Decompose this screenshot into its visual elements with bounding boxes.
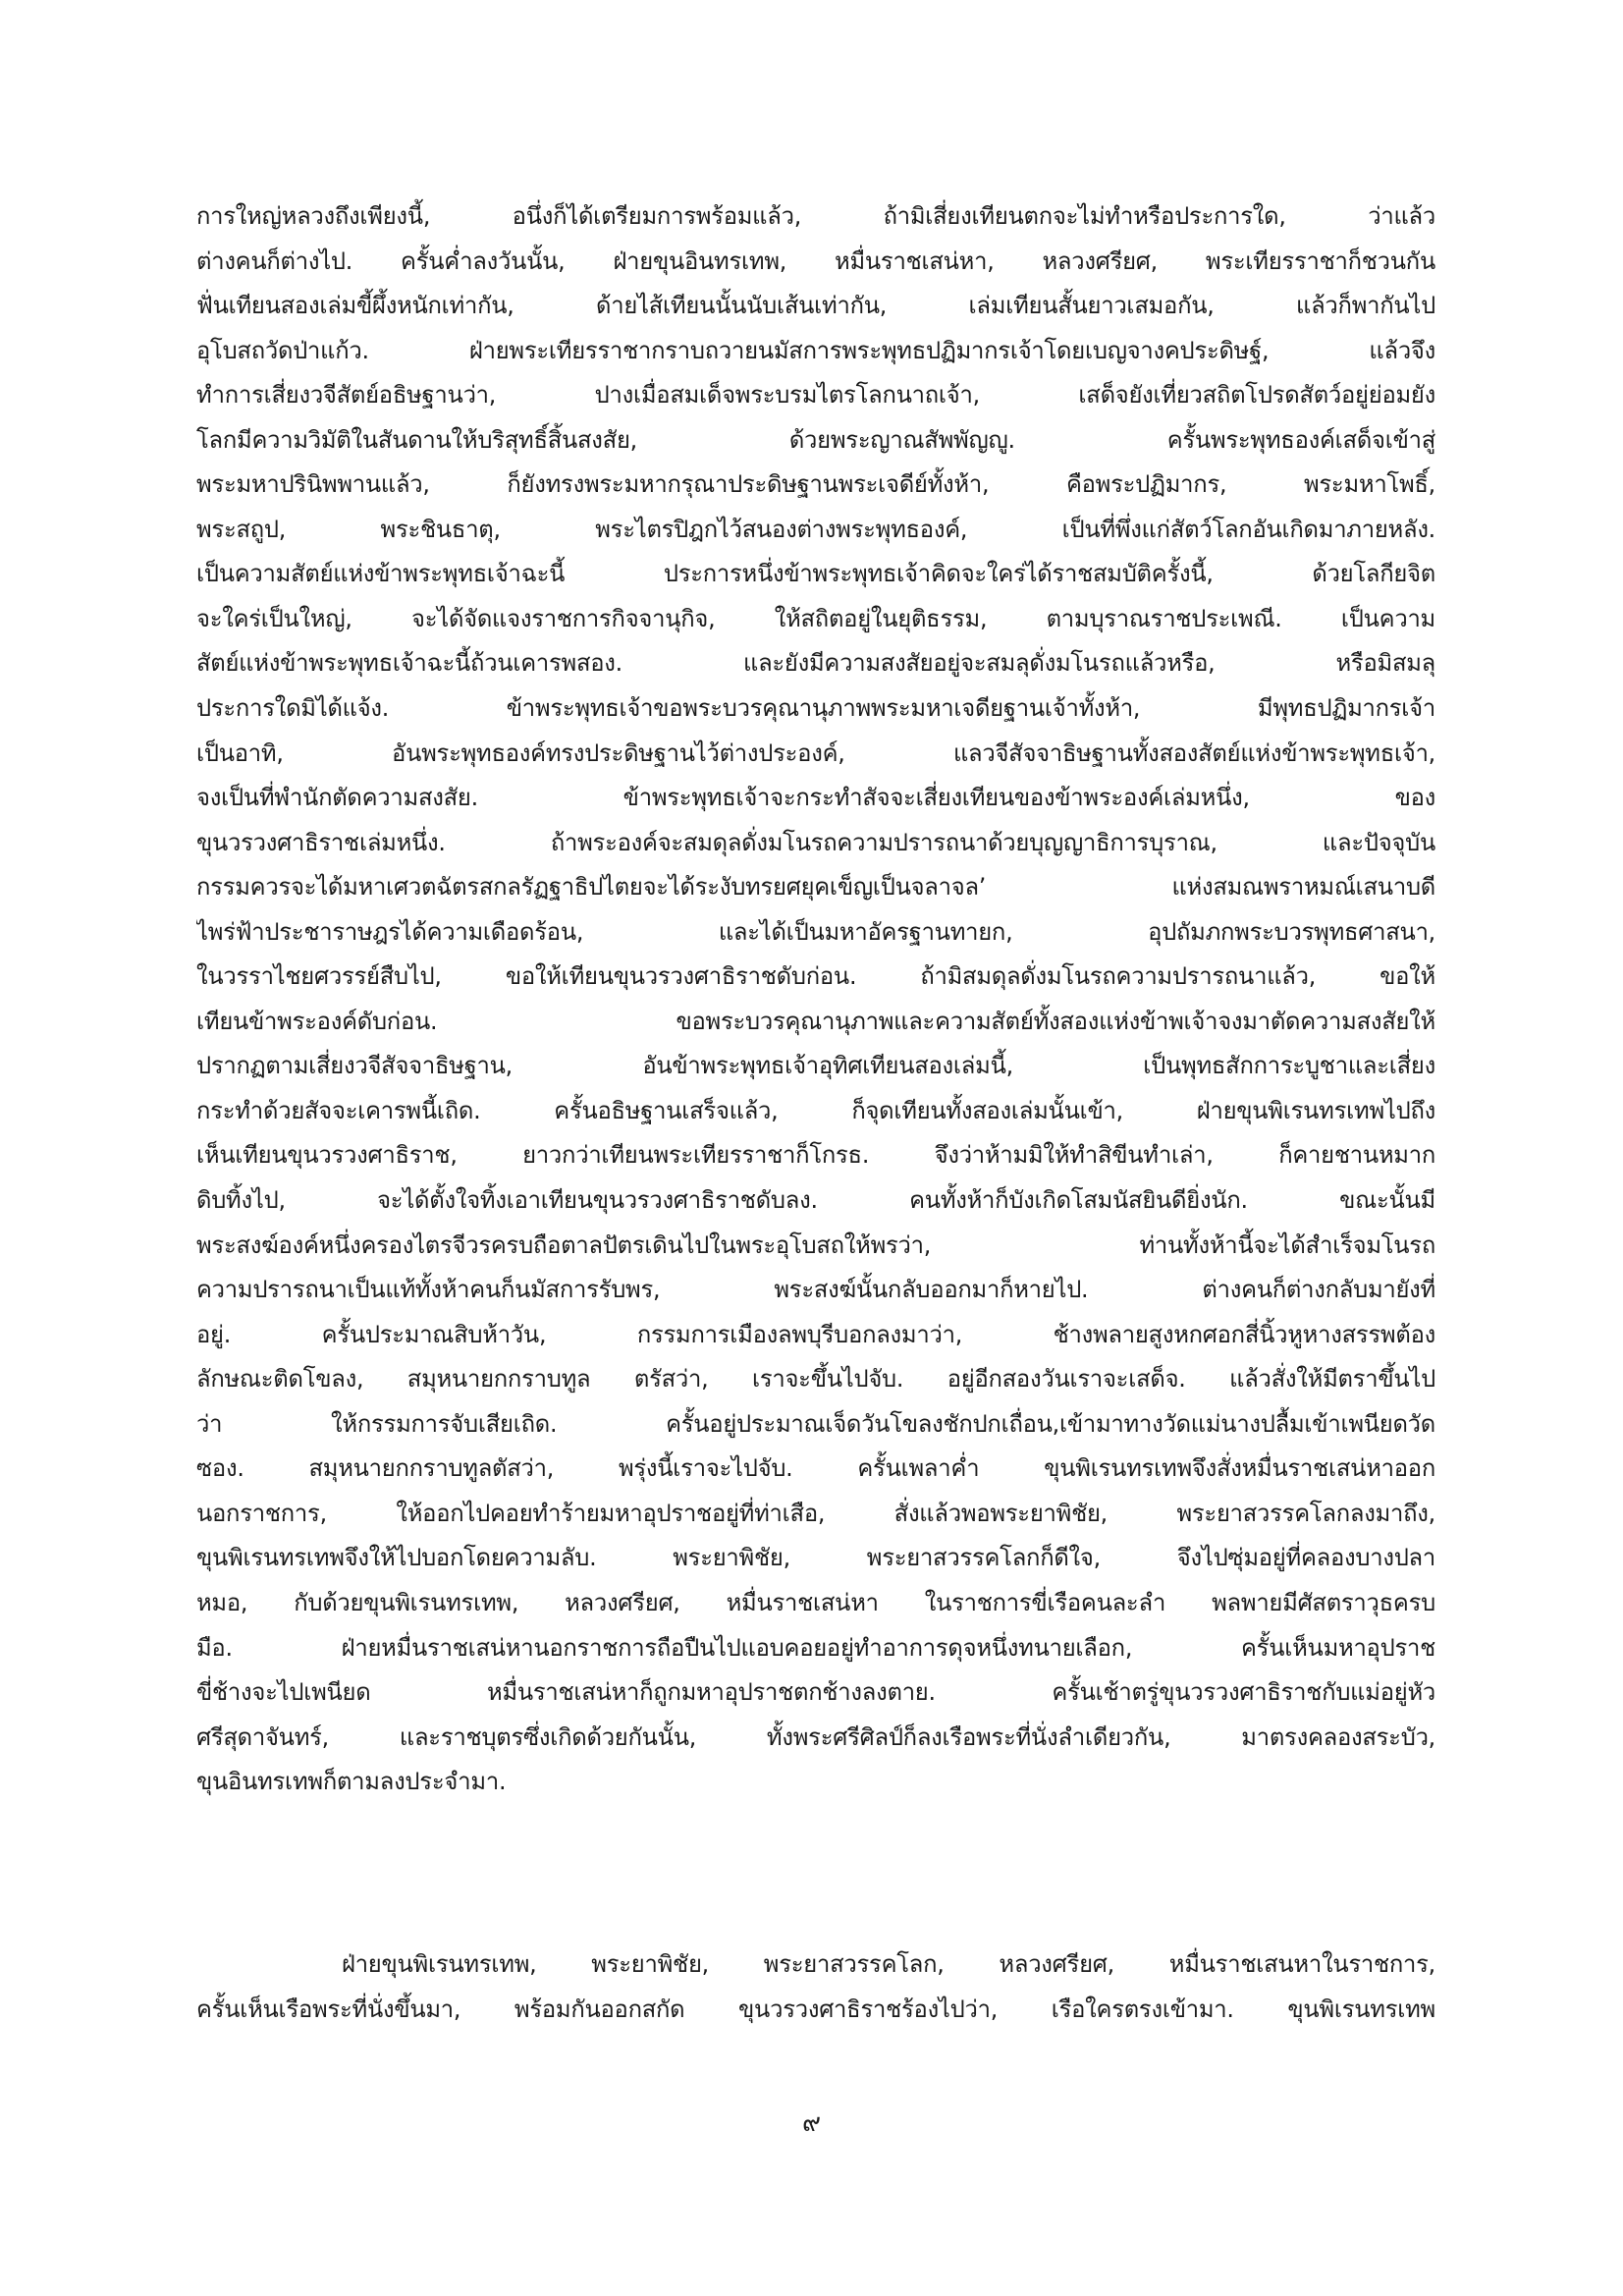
text-line: สัตย์แห่งข้าพระพุทธเจ้าฉะนี้ถ้วนเคารพสอง. และยังมีความสงสัยอยู่จะสมลุดั่งมโนรถแล้วหรือ, หรือมิสมลุ bbox=[196, 649, 1435, 678]
text-line: พระสถูป, พระชินธาตุ, พระไตรปิฎกไว้สนองต่างพระพุทธองค์, เป็นที่พึ่งแก่สัตว์โลกอันเกิดมาภายหลัง. bbox=[196, 515, 1435, 543]
text-line: เทียนข้าพระองค์ดับก่อน. ขอพระบวรคุณานุภาพและความสัตย์ทั้งสองแห่งข้าพเจ้าจงมาตัดความสงสัยให้ bbox=[196, 1007, 1435, 1035]
text-line: ไพร่ฟ้าประชาราษฎรได้ความเดือดร้อน, และได้เป็นมหาอัครฐานทายก, อุปถัมภกพระบวรพุทธศาสนา, bbox=[196, 917, 1435, 946]
text-line: จงเป็นที่พำนักตัดความสงสัย. ข้าพระพุทธเจ้าจะกระทำสัจจะเสี่ยงเทียนของข้าพระองค์เล่มหนึ่ง, ของ bbox=[196, 784, 1435, 812]
text-line: กรรมควรจะได้มหาเศวตฉัตรสกลรัฏฐาธิปไตยจะได้ระงับทรยศยุคเข็ญเป็นจลาจล’ แห่งสมณพราหมณ์เสนาบดี bbox=[196, 873, 1435, 902]
text-line: ว่า ให้กรรมการจับเสียเถิด. ครั้นอยู่ประมาณเจ็ดวันโขลงชักปกเถื่อน,เข้ามาทางวัดแม่นางปลื้มเข้าเพนียดวัด bbox=[196, 1409, 1435, 1438]
text-line: ศรีสุดาจันทร์, และราชบุตรซึ่งเกิดด้วยกันนั้น, ทั้งพระศรีศิลป์ก็ลงเรือพระที่นั่งลำเดียวกัน, มาตรงคลองสระบัว, bbox=[196, 1722, 1435, 1751]
text-line: ต่างคนก็ต่างไป. ครั้นค่ำลงวันนั้น, ฝ่ายขุนอินทรเทพ, หมื่นราชเสน่หา, หลวงศรียศ, พระเทียรราชาก็ชวนกัน bbox=[196, 246, 1435, 275]
text-line: ในวรราไชยศวรรย์สืบไป, ขอให้เทียนขุนวรวงศาธิราชดับก่อน. ถ้ามิสมดุลดั่งมโนรถความปรารถนาแล้ว, ขอให้ bbox=[196, 962, 1435, 991]
paragraph-2 bbox=[196, 1942, 1435, 2032]
text-line: ขุนอินทรเทพก็ตามลงประจำมา. bbox=[196, 1768, 507, 1796]
text-line: มือ. ฝ่ายหมื่นราชเสน่หานอกราชการถือปืนไปแอบคอยอยู่ทำอาการดุจหนึ่งทนายเลือก, ครั้นเห็นมหาอุปราช bbox=[196, 1633, 1435, 1662]
text-line: กระทำด้วยสัจจะเคารพนี้เถิด. ครั้นอธิษฐานเสร็จแล้ว, ก็จุดเทียนทั้งสองเล่มนั้นเข้า, ฝ่ายขุนพิเรนทรเทพไปถึง bbox=[196, 1096, 1435, 1124]
text-line: พระสงฆ์องค์หนึ่งครองไตรจีวรครบถือตาลปัตรเดินไปในพระอุโบสถให้พรว่า, ท่านทั้งห้านี้จะได้สำเร็จมโนรถ bbox=[196, 1230, 1435, 1259]
text-line: ปรากฏตามเสี่ยงวจีสัจจาธิษฐาน, อันข้าพระพุทธเจ้าอุทิศเทียนสองเล่มนี้, เป็นพุทธสักการะบูชาและเสี่ยง bbox=[196, 1052, 1435, 1080]
text-line: ดิบทิ้งไป, จะได้ตั้งใจทิ้งเอาเทียนขุนวรวงศาธิราชดับลง. คนทั้งห้าก็บังเกิดโสมนัสยินดียิ่งนัก. ขณะนั้นมี bbox=[196, 1186, 1435, 1215]
text-line: จะใคร่เป็นใหญ่, จะได้จัดแจงราชการกิจจานุกิจ, ให้สถิตอยู่ในยุติธรรม, ตามบุราณราชประเพณี. เป็นความ bbox=[196, 604, 1435, 632]
text-line: ประการใดมิได้แจ้ง. ข้าพระพุทธเจ้าขอพระบวรคุณานุภาพพระมหาเจดียฐานเจ้าทั้งห้า, มีพุทธปฏิมากรเจ้า bbox=[196, 694, 1435, 723]
text-line: อยู่. ครั้นประมาณสิบห้าวัน, กรรมการเมืองลพบุรีบอกลงมาว่า, ช้างพลายสูงหกศอกสี่นิ้วหูหางสรรพต้อง bbox=[196, 1320, 1435, 1348]
text-line: ขี่ช้างจะไปเพนียด หมื่นราชเสน่หาก็ถูกมหาอุปราชตกช้างลงตาย. ครั้นเช้าตรู่ขุนวรวงศาธิราชกับแม่อยู่หัว bbox=[196, 1678, 1435, 1707]
text-line: ฟั่นเทียนสองเล่มขี้ผึ้งหนักเท่ากัน, ด้ายไส้เทียนนั้นนับเส้นเท่ากัน, เล่มเทียนสั้นยาวเสมอกัน, แล้วก็พากันไป bbox=[196, 292, 1435, 320]
text-line: ซอง. สมุหนายกกราบทูลตัสว่า, พรุ่งนี้เราจะไปจับ. ครั้นเพลาค่ำ ขุนพิเรนทรเทพจึงสั่งหมื่นราชเสน่หาออก bbox=[196, 1454, 1435, 1483]
text-line: เป็นความสัตย์แห่งข้าพระพุทธเจ้าฉะนี้ ประการหนึ่งข้าพระพุทธเจ้าคิดจะใคร่ได้ราชสมบัติครั้งนี้, ด้วยโลกียจิต bbox=[196, 560, 1435, 588]
page-number: ๙ bbox=[801, 2108, 822, 2138]
text-line: การใหญ่หลวงถึงเพียงนี้, อนึ่งก็ได้เตรียมการพร้อมแล้ว, ถ้ามิเสี่ยงเทียนตกจะไม่ทำหรือประการใด, ว่าแล้ว bbox=[196, 202, 1435, 230]
text-line: หมอ, กับด้วยขุนพิเรนทรเทพ, หลวงศรียศ, หมื่นราชเสน่หา ในราชการขี่เรือคนละลำ พลพายมีศัสตราวุธครบ bbox=[196, 1588, 1435, 1616]
text-line: อุโบสถวัดป่าแก้ว. ฝ่ายพระเทียรราชากราบถวายนมัสการพระพุทธปฏิมากรเจ้าโดยเบญจางคประดิษฐ์, แล้วจึง bbox=[196, 336, 1435, 364]
text-line: นอกราชการ, ให้ออกไปคอยทำร้ายมหาอุปราชอยู่ที่ท่าเสือ, สั่งแล้วพอพระยาพิชัย, พระยาสวรรคโลกลงมาถึง, bbox=[196, 1499, 1435, 1527]
paragraph-1 bbox=[196, 194, 1435, 1805]
text-line: เป็นอาทิ, อันพระพุทธองค์ทรงประดิษฐานไว้ต่างประองค์, แลวจีสัจจาธิษฐานทั้งสองสัตย์แห่งข้าพระพุทธเจ้า, bbox=[196, 738, 1435, 767]
text-line: ทำการเสี่ยงวจีสัตย์อธิษฐานว่า, ปางเมื่อสมเด็จพระบรมไตรโลกนาถเจ้า, เสด็จยังเที่ยวสถิตโปรดสัตว์อยู่ย่อมยัง bbox=[196, 381, 1435, 410]
text-line: พระมหาปรินิพพานแล้ว, ก็ยังทรงพระมหากรุณาประดิษฐานพระเจดีย์ทั้งห้า, คือพระปฏิมากร, พระมหาโพธิ์, bbox=[196, 470, 1435, 499]
text-line: ขุนพิเรนทรเทพจึงให้ไปบอกโดยความลับ. พระยาพิชัย, พระยาสวรรคโลกก็ดีใจ, จึงไปซุ่มอยู่ที่คลองบางปลา bbox=[196, 1544, 1435, 1572]
text-line: ครั้นเห็นเรือพระที่นั่งขึ้นมา, พร้อมกันออกสกัด ขุนวรวงศาธิราชร้องไปว่า, เรือใครตรงเข้ามา. ขุนพิเรนทรเทพ bbox=[196, 1995, 1435, 2023]
text-line: เห็นเทียนขุนวรวงศาธิราช, ยาวกว่าเทียนพระเทียรราชาก็โกรธ. จึงว่าห้ามมิให้ทำสิขีนทำเล่า, ก็คายชานหมาก bbox=[196, 1141, 1435, 1170]
text-line: ฝ่ายขุนพิเรนทรเทพ, พระยาพิชัย, พระยาสวรรคโลก, หลวงศรียศ, หมื่นราชเสนหาในราชการ, bbox=[342, 1950, 1435, 1978]
text-line: ขุนวรวงศาธิราชเล่มหนึ่ง. ถ้าพระองค์จะสมดุลดั่งมโนรถความปรารถนาด้วยบุญญาธิการบุราณ, และปัจจุบัน bbox=[196, 828, 1435, 856]
text-line: ลักษณะติดโขลง, สมุหนายกกราบทูล ตรัสว่า, เราจะขึ้นไปจับ. อยู่อีกสองวันเราจะเสด็จ. แล้วสั่งให้มีตราขึ้นไป bbox=[196, 1365, 1435, 1394]
text-line: โลกมีความวิมัติในสันดานให้บริสุทธิ์สิ้นสงสัย, ด้วยพระญาณสัพพัญญู. ครั้นพระพุทธองค์เสด็จเข้าสู่ bbox=[196, 425, 1435, 454]
text-line: ความปรารถนาเป็นแท้ทั้งห้าคนก็นมัสการรับพร, พระสงฆ์นั้นกลับออกมาก็หายไป. ต่างคนก็ต่างกลับมายังที่ bbox=[196, 1276, 1435, 1304]
